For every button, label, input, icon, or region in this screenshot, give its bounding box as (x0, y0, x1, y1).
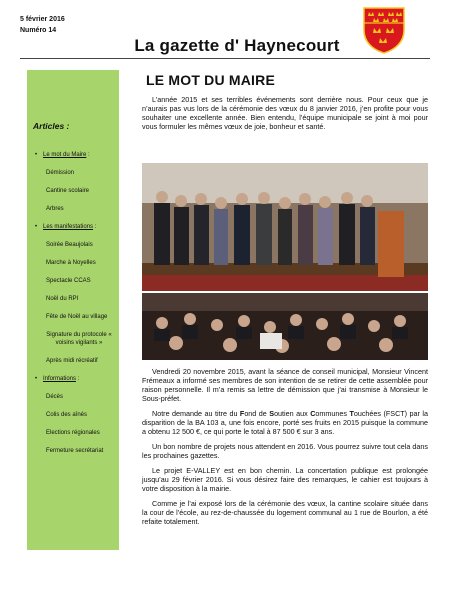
sidebar-section-title-text[interactable]: Les manifestations (43, 224, 94, 230)
sidebar-section-title-text[interactable]: Le mot du Maire (43, 152, 87, 158)
issue-number: Numéro 14 (20, 27, 57, 34)
sidebar-item[interactable]: Fête de Noël au village (46, 314, 108, 320)
bullet-icon: • (35, 224, 38, 230)
sidebar-section-title-suffix: : (93, 224, 97, 230)
sidebar-heading: Articles : (33, 121, 70, 131)
sidebar-section-title-suffix: : (76, 376, 80, 382)
article-title: LE MOT DU MAIRE (146, 72, 275, 88)
article-main (142, 72, 428, 137)
sidebar-item[interactable]: Décès (46, 394, 64, 400)
article-paragraph-projects: Un bon nombre de projets nous attendent en 2016. Vous pourrez suivre tout cela dans les prochaines gazettes. (142, 442, 428, 460)
bullet-icon: • (35, 376, 38, 382)
article-paragraph-fsct: Notre demande au titre du Fond de Soutien aux Communes Touchées (FSCT) par la disparition de la BA 103 a, une fois encore, porté ses fruits en 2015 puisque la commune a obtenu 12 500 €, ce qui porte le total à 87 500 € sur 3 ans. (142, 409, 428, 436)
sidebar-section-informations (33, 375, 115, 455)
group-photo (142, 163, 428, 291)
sidebar-item[interactable]: Noël du RPI (46, 296, 79, 302)
sidebar-section-manifestations (33, 223, 115, 365)
sidebar-item[interactable]: Colis des aînés (46, 412, 88, 418)
article-body (142, 367, 428, 532)
article-paragraph-evalley: Le projet E-VALLEY est en bon chemin. La concertation publique est prolongée jusqu’au 29 février 2016. Si vous désirez faire des remarques, le cahier est toujours à votre disposition à la mairie. (142, 466, 428, 493)
masthead-title: La gazette d' Haynecourt (134, 36, 340, 55)
sidebar-item[interactable]: Arbres (46, 206, 64, 212)
sidebar-articles (27, 70, 119, 550)
sidebar-item[interactable]: Cantine scolaire (46, 188, 90, 194)
coat-of-arms-icon (362, 6, 406, 54)
sidebar-item[interactable]: Soirée Beaujolais (46, 242, 93, 248)
sidebar-section-title[interactable] (35, 375, 115, 383)
sidebar-item[interactable]: Fermeture secrétariat (46, 448, 104, 454)
sidebar-item[interactable]: Démission (46, 170, 75, 176)
audience-photo (142, 293, 428, 360)
sidebar-item[interactable]: Après midi récréatif (46, 358, 98, 364)
sidebar-section-title[interactable] (35, 223, 115, 231)
article-paragraph-cantine: Comme je l’ai exposé lors de la cérémonie des vœux, la cantine scolaire située dans la cour de l’école, au rez-de-chaussée du logement communal au 1 rue de Bourlon, a été refaite totalement. (142, 499, 428, 526)
sidebar-item[interactable]: Marche à Noyelles (46, 260, 96, 266)
sidebar-item[interactable]: Spectacle CCAS (46, 278, 91, 284)
sidebar-section-maire (33, 151, 115, 213)
article-paragraph-resignation: Vendredi 20 novembre 2015, avant la séance de conseil municipal, Monsieur Vincent Frémeaux a informé ses membres de son intention de se retirer de cette assemblée pour raison personnelle. Il m’a remis sa lettre de démission que j’ai transmise à Monsieur le Sous-préfet. (142, 367, 428, 403)
sidebar-section-title-suffix: : (86, 152, 90, 158)
issue-date: 5 février 2016 (20, 16, 65, 23)
bullet-icon: • (35, 152, 38, 158)
sidebar-item[interactable]: Signature du protocole « voisins vigilants » (46, 332, 112, 346)
sidebar-item[interactable]: Elections régionales (46, 430, 100, 436)
article-intro: L’année 2015 et ses terribles événements sont derrière nous. Pour ceux que je n’aurais pas vus lors de la cérémonie des vœux du 8 janvier 2016, j’en profite pour vous souhaiter une excellente année. Bien entendu, l’équipe municipale se joint à moi pour vous formuler les mêmes vœux de joie, bonheur et santé. (142, 95, 428, 131)
header-rule (20, 58, 430, 59)
issue-meta (20, 14, 65, 36)
sidebar-section-title-text[interactable]: Informations (43, 376, 77, 382)
sidebar-section-title[interactable] (35, 151, 115, 159)
